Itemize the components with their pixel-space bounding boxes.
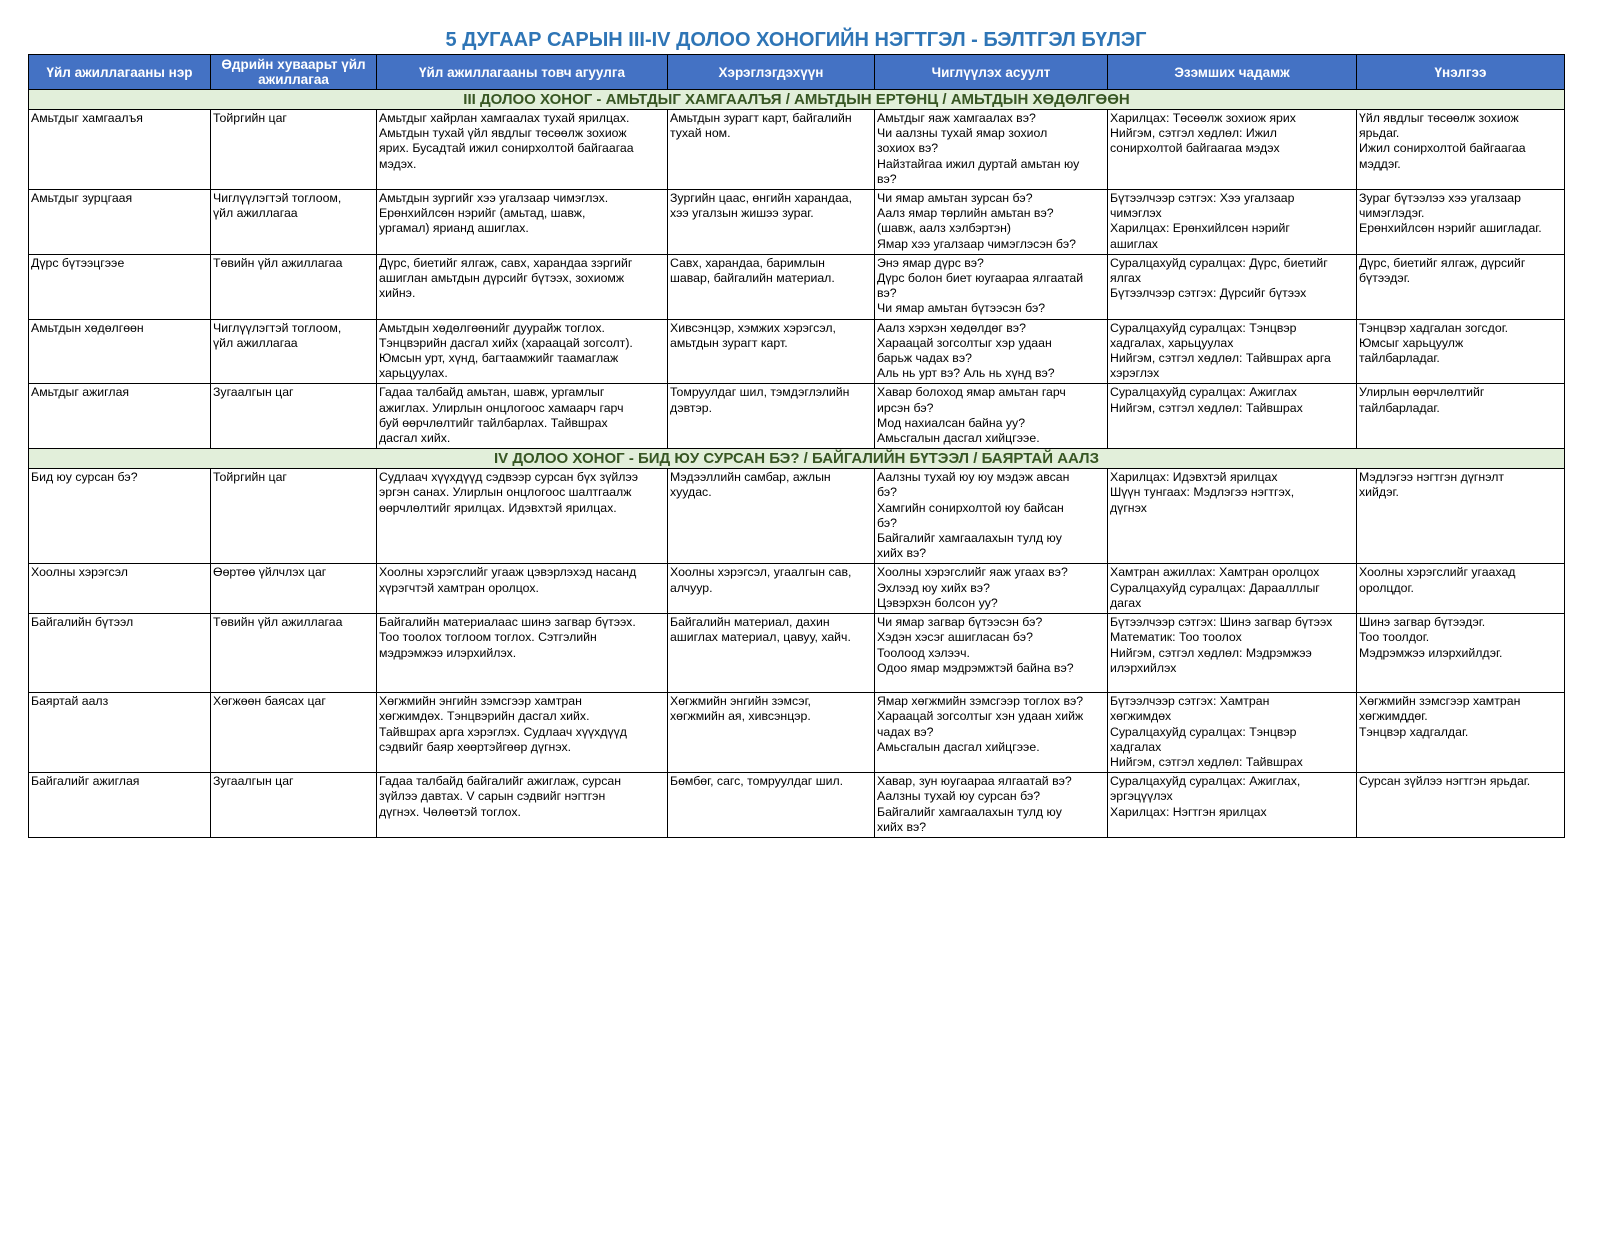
table-cell [875, 384, 1108, 449]
cell-line: Байгалийг ажиглая [31, 774, 140, 789]
cell-line: Амьтдын зурагт карт, байгалийн [670, 111, 852, 125]
column-header: Үнэлгээ [1357, 55, 1565, 90]
cell-line: Хөгжмийн энгийн зэмсгээр хамтран [379, 694, 582, 709]
table-cell [29, 469, 211, 564]
table-cell [211, 110, 377, 190]
cell-line: Чиглүүлэгтэй тоглоом, [213, 191, 342, 206]
table-cell [211, 190, 377, 255]
plan-body [29, 90, 1565, 838]
cell-line: алчуур. [670, 580, 713, 595]
cell-line: Бүтээлчээр сэтгэх: Хамтран [1110, 694, 1270, 709]
cell-line: Хоолны хэрэгслийг яаж угаах вэ? [877, 565, 1068, 580]
table-cell [1108, 319, 1357, 384]
cell-line: ажиглах. Улирлын онцлогоос хамаарч гарч [379, 400, 624, 415]
cell-line: Дүрс, биетийг ялгаж, дүрсийг [1359, 255, 1526, 270]
cell-line: ашиглах материал, цавуу, хайч. [670, 630, 851, 645]
cell-line: Тэнцвэр хадгалдаг. [1359, 724, 1469, 739]
cell-line: Аалз хэрхэн хөдөлдөг вэ? [877, 320, 1026, 335]
cell-line: Хавар, зун юугаараа ялгаатай вэ? [877, 774, 1072, 789]
cell-line: мэдрэмжээ илэрхийлэх. [379, 645, 517, 660]
cell-line: хадгалах [1110, 739, 1162, 754]
cell-line: Аалзны тухай юу сурсан бэ? [877, 789, 1041, 804]
table-cell [875, 693, 1108, 773]
cell-line: Гадаа талбайд байгалийг ажиглаж, сурсан [379, 774, 621, 789]
cell-line: Үйл явдлыг төсөөлж зохиож [1359, 111, 1519, 125]
cell-line: ашиглан амьтдын дүрсийг бүтээх, зохиомж [379, 271, 625, 286]
cell-line: Тойргийн цаг [213, 470, 287, 485]
table-cell [377, 319, 668, 384]
table-cell [1108, 614, 1357, 693]
cell-line: Хамгийн сонирхолтой юу байсан [877, 500, 1064, 515]
cell-line: Эхлээд юу хийх вэ? [877, 580, 990, 595]
table-cell [875, 564, 1108, 614]
cell-line: хөгжимддөг. [1359, 709, 1428, 724]
cell-line: Хавар болоход ямар амьтан гарч [877, 385, 1066, 400]
cell-line: Бүтээлчээр сэтгэх: Хээ угалзаар [1110, 191, 1295, 206]
cell-line: дэвтэр. [670, 400, 713, 415]
cell-line: Тэнцвэрийн дасгал хийх (хараацай зогсолт). [379, 335, 633, 350]
table-cell [29, 190, 211, 255]
cell-line: Гадаа талбайд амьтан, шавж, ургамлыг [379, 385, 605, 400]
cell-line: Төвийн үйл ажиллагаа [213, 255, 343, 270]
table-cell [29, 693, 211, 773]
cell-line: Чи ямар загвар бүтээсэн бэ? [877, 615, 1043, 630]
table-row [29, 773, 1565, 838]
table-cell [1357, 254, 1565, 319]
column-header: Чиглүүлэх асуулт [875, 55, 1108, 90]
cell-line: вэ? [877, 171, 897, 186]
table-cell [29, 254, 211, 319]
cell-line: Савх, харандаа, баримлын [670, 255, 825, 270]
table-cell [668, 319, 875, 384]
cell-line: Амьтдын хөдөлгөөн [31, 320, 144, 335]
cell-line: Тоо тоолдог. [1359, 630, 1430, 645]
cell-line: Суралцахуйд суралцах: Дараалллыг [1110, 580, 1320, 595]
cell-line: Цэвэрхэн болсон уу? [877, 595, 998, 610]
table-cell [377, 693, 668, 773]
cell-line: тайлбарладаг. [1359, 351, 1440, 366]
cell-line: Харилцах: Нэгтгэн ярилцах [1110, 804, 1267, 819]
table-cell [29, 773, 211, 838]
table-cell [377, 614, 668, 693]
table-cell [29, 614, 211, 693]
cell-line: хөгжимдөх [1110, 709, 1172, 724]
cell-line: (шавж, аалз хэлбэртэн) [877, 221, 1012, 236]
cell-line: дүгнэх [1110, 500, 1147, 515]
column-header: Үйл ажиллагааны нэр [29, 55, 211, 90]
cell-line: Хоолны хэрэгслийг угаахад [1359, 565, 1516, 580]
cell-line: ирсэн бэ? [877, 400, 934, 415]
table-cell [377, 469, 668, 564]
cell-line: Ерөнхийлсөн нэрийг ашигладаг. [1359, 221, 1542, 236]
cell-line: Харилцах: Төсөөлж зохиож ярих [1110, 111, 1296, 125]
week-heading: III ДОЛОО ХОНОГ - АМЬТДЫГ ХАМГААЛЪЯ / АМЬТДЫН ЕРТӨНЦ / АМЬТДЫН ХӨДӨЛГӨӨН [29, 90, 1565, 110]
cell-line: бэ? [877, 485, 898, 500]
table-cell [668, 773, 875, 838]
week-heading-row [29, 90, 1565, 110]
cell-line: Зургийн цаас, өнгийн харандаа, [670, 191, 853, 206]
cell-line: Амьтдыг хайрлан хамгаалах тухай ярилцах. [379, 111, 630, 125]
cell-line: Амьтдын зургийг хээ угалзаар чимэглэх. [379, 191, 609, 206]
cell-line: Чи аалзны тухай ямар зохиол [877, 126, 1048, 141]
cell-line: Аалз ямар төрлийн амьтан вэ? [877, 206, 1054, 221]
cell-line: Хоолны хэрэгсэл [31, 565, 128, 580]
cell-line: Ерөнхийлсөн нэрийг (амьтад, шавж, [379, 206, 586, 221]
cell-line: зохиох вэ? [877, 141, 939, 156]
cell-line: Амьтдыг яаж хамгаалах вэ? [877, 111, 1036, 125]
cell-line: Улирлын өөрчлөлтийг [1359, 385, 1485, 400]
cell-line: Математик: Тоо тоолох [1110, 630, 1242, 645]
cell-line: Хөгжөөн баясах цаг [213, 694, 326, 709]
cell-line: Амьтдын тухай үйл явдлыг төсөөлж зохиож [379, 126, 627, 141]
cell-line: барьж чадах вэ? [877, 351, 972, 366]
table-cell [1108, 773, 1357, 838]
cell-line: Ямар хөгжмийн зэмсгээр тоглох вэ? [877, 694, 1084, 709]
cell-line: ургамал) ярианд ашиглах. [379, 221, 529, 236]
table-cell [668, 384, 875, 449]
cell-line: Чиглүүлэгтэй тоглоом, [213, 320, 342, 335]
table-cell [29, 564, 211, 614]
cell-line: Амьсгалын дасгал хийцгээе. [877, 431, 1040, 446]
table-cell [211, 693, 377, 773]
cell-line: Байгалийг хамгаалахын тулд юу [877, 804, 1062, 819]
cell-line: Одоо ямар мэдрэмжтэй байна вэ? [877, 660, 1074, 675]
table-cell [1357, 110, 1565, 190]
table-cell [1108, 469, 1357, 564]
cell-line: Зураг бүтээлээ хээ угалзаар [1359, 191, 1521, 206]
cell-line: Зугаалгын цаг [213, 774, 294, 789]
cell-line: Бөмбөг, сагс, томруулдаг шил. [670, 774, 844, 789]
cell-line: Мэдрэмжээ илэрхийлдэг. [1359, 645, 1503, 660]
table-cell [1108, 190, 1357, 255]
cell-line: Амьтдыг зурцгаая [31, 191, 133, 206]
cell-line: Хэдэн хэсэг ашигласан бэ? [877, 630, 1033, 645]
cell-line: буй өөрчлөлтийг тайлбарлах. Тайвшрах [379, 415, 608, 430]
table-cell [875, 110, 1108, 190]
cell-line: Чи ямар амьтан бүтээсэн бэ? [877, 301, 1046, 316]
cell-line: Харилцах: Идэвхтэй ярилцах [1110, 470, 1278, 485]
cell-line: чадах вэ? [877, 724, 934, 739]
cell-line: Амьтдыг ажиглая [31, 385, 130, 400]
table-cell [668, 190, 875, 255]
table-row [29, 190, 1565, 255]
cell-line: Ижил сонирхолтой байгаагаа [1359, 141, 1526, 156]
cell-line: Суралцахуйд суралцах: Ажиглах [1110, 385, 1297, 400]
cell-line: шавар, байгалийн материал. [670, 271, 835, 286]
cell-line: Тоо тоолох тоглоом тоглох. Сэтгэлийн [379, 630, 597, 645]
cell-line: Нийгэм, сэтгэл хөдлөл: Тайвшрах [1110, 754, 1303, 769]
cell-line: Хоолны хэрэгсэл, угаалгын сав, [670, 565, 852, 580]
cell-line: эргэн санах. Улирлын онцлогоос шалтгаалж [379, 485, 632, 500]
table-cell [211, 773, 377, 838]
table-row [29, 254, 1565, 319]
cell-line: бэ? [877, 515, 898, 530]
cell-line: амьтдын зурагт карт. [670, 335, 788, 350]
cell-line: Найзтайгаа ижил дуртай амьтан юу [877, 156, 1080, 171]
cell-line: хийнэ. [379, 286, 416, 301]
table-cell [29, 319, 211, 384]
cell-line: Сурсан зүйлээ нэгтгэн ярьдаг. [1359, 774, 1531, 789]
cell-line: Тойргийн цаг [213, 111, 287, 125]
cell-line: вэ? [877, 286, 897, 301]
table-cell [211, 319, 377, 384]
cell-line: хөгжмийн ая, хивсэнцэр. [670, 709, 811, 724]
cell-line: Харилцах: Ерөнхийлсөн нэрийг [1110, 221, 1290, 236]
cell-line: Хамтран ажиллах: Хамтран оролцох [1110, 565, 1320, 580]
cell-line: Баяртай аалз [31, 694, 109, 709]
cell-line: Бид юу сурсан бэ? [31, 470, 138, 485]
week-heading: IV ДОЛОО ХОНОГ - БИД ЮУ СУРСАН БЭ? / БАЙГАЛИЙН БҮТЭЭЛ / БАЯРТАЙ ААЛЗ [29, 449, 1565, 469]
table-cell [1108, 384, 1357, 449]
cell-line: сонирхолтой байгаагаа мэдэх [1110, 141, 1280, 156]
cell-line: Суралцахуйд суралцах: Тэнцвэр [1110, 724, 1297, 739]
cell-line: Нийгэм, сэтгэл хөдлөл: Тайвшрах арга [1110, 351, 1331, 366]
cell-line: Амьтдыг хамгаалъя [31, 111, 143, 125]
cell-line: Өөртөө үйлчлэх цаг [213, 565, 327, 580]
table-cell [377, 190, 668, 255]
cell-line: дасгал хийх. [379, 431, 451, 446]
table-cell [211, 564, 377, 614]
cell-line: хэрэглэх [1110, 366, 1160, 381]
table-cell [668, 110, 875, 190]
cell-line: дүгнэх. Чөлөөтэй тоглох. [379, 804, 521, 819]
cell-line: Хивсэнцэр, хэмжих хэрэгсэл, [670, 320, 836, 335]
table-cell [1357, 564, 1565, 614]
table-row [29, 693, 1565, 773]
table-cell [211, 254, 377, 319]
cell-line: Хараацай зогсолтыг хэр удаан [877, 335, 1052, 350]
cell-line: тухай ном. [670, 126, 731, 141]
cell-line: Амьтдын хөдөлгөөнийг дуурайж тоглох. [379, 320, 605, 335]
cell-line: Тэнцвэр хадгалан зогсдог. [1359, 320, 1509, 335]
cell-line: Чи ямар амьтан зурсан бэ? [877, 191, 1033, 206]
table-cell [1357, 614, 1565, 693]
cell-line: Судлаач хүүхдүүд сэдвээр сурсан бүх зүйлээ [379, 470, 638, 485]
cell-line: Байгалийн бүтээл [31, 615, 134, 630]
table-row [29, 469, 1565, 564]
cell-line: Хөгжмийн зэмсгээр хамтран [1359, 694, 1521, 709]
cell-line: Шинэ загвар бүтээдэг. [1359, 615, 1486, 630]
cell-line: Хоолны хэрэгслийг угааж цэвэрлэхэд насанд [379, 565, 637, 580]
table-cell [377, 110, 668, 190]
table-row [29, 319, 1565, 384]
cell-line: Тоолоод хэлээч. [877, 645, 970, 660]
cell-line: бүтээдэг. [1359, 271, 1411, 286]
cell-line: зүйлээ давтах. V сарын сэдвийг нэгтгэн [379, 789, 606, 804]
table-cell [377, 773, 668, 838]
table-cell [875, 773, 1108, 838]
cell-line: Тайвшрах арга хэрэглэх. Судлаач хүүхдүүд [379, 724, 627, 739]
table-cell [875, 319, 1108, 384]
table-cell [377, 384, 668, 449]
cell-line: ашиглах [1110, 236, 1158, 251]
cell-line: Зугаалгын цаг [213, 385, 294, 400]
cell-line: ялгах [1110, 271, 1142, 286]
table-cell [875, 190, 1108, 255]
table-cell [377, 254, 668, 319]
table-cell [211, 614, 377, 693]
cell-line: хээ угалзын жишээ зураг. [670, 206, 814, 221]
cell-line: Мэдлэгээ нэгтгэн дүгнэлт [1359, 470, 1505, 485]
table-cell [668, 469, 875, 564]
table-row [29, 614, 1565, 693]
table-cell [1357, 773, 1565, 838]
table-cell [29, 384, 211, 449]
cell-line: ярих. Бусадтай ижил сонирхолтой байгаагаа [379, 141, 634, 156]
cell-line: Суралцахуйд суралцах: Ажиглах, [1110, 774, 1301, 789]
cell-line: чимэглэдэг. [1359, 206, 1425, 221]
cell-line: Нийгэм, сэтгэл хөдлөл: Тайвшрах [1110, 400, 1303, 415]
cell-line: тайлбарладаг. [1359, 400, 1440, 415]
cell-line: Амьсгалын дасгал хийцгээе. [877, 739, 1040, 754]
cell-line: Төвийн үйл ажиллагаа [213, 615, 343, 630]
table-cell [668, 614, 875, 693]
table-cell [211, 469, 377, 564]
cell-line: эргэцүүлэх [1110, 789, 1173, 804]
cell-line: Шүүн тунгаах: Мэдлэгээ нэгтгэх, [1110, 485, 1295, 500]
cell-line: Дүрс болон биет юугаараа ялгаатай [877, 271, 1084, 286]
cell-line: Юмсын урт, хүнд, багтаамжийг таамаглаж [379, 351, 619, 366]
header-row [29, 55, 1565, 90]
table-cell [211, 384, 377, 449]
cell-line: Энэ ямар дүрс вэ? [877, 255, 984, 270]
table-cell [875, 469, 1108, 564]
cell-line: хуудас. [670, 485, 712, 500]
table-cell [1108, 254, 1357, 319]
column-header: Эзэмших чадамж [1108, 55, 1357, 90]
table-cell [1108, 693, 1357, 773]
cell-line: үйл ажиллагаа [213, 206, 298, 221]
table-cell [1357, 469, 1565, 564]
cell-line: өөрчлөлтийг ярилцах. Идэвхтэй ярилцах. [379, 500, 617, 515]
column-header: Үйл ажиллагааны товч агуулга [377, 55, 668, 90]
cell-line: Юмсыг харьцуулж [1359, 335, 1464, 350]
table-row [29, 384, 1565, 449]
cell-line: Хөгжмийн энгийн зэмсэг, [670, 694, 811, 709]
cell-line: чимэглэх [1110, 206, 1162, 221]
cell-line: Нийгэм, сэтгэл хөдлөл: Ижил [1110, 126, 1277, 141]
cell-line: Суралцахуйд суралцах: Дүрс, биетийг [1110, 255, 1328, 270]
cell-line: Байгалийг хамгаалахын тулд юу [877, 531, 1062, 546]
cell-line: Ямар хээ угалзаар чимэглэсэн бэ? [877, 236, 1076, 251]
cell-line: Томруулдаг шил, тэмдэглэлийн [670, 385, 850, 400]
table-cell [1357, 384, 1565, 449]
table-cell [668, 254, 875, 319]
cell-line: Нийгэм, сэтгэл хөдлөл: Мэдрэмжээ [1110, 645, 1312, 660]
cell-line: хадгалах, харьцуулах [1110, 335, 1234, 350]
cell-line: илэрхийлэх [1110, 660, 1177, 675]
table-cell [875, 254, 1108, 319]
cell-line: Дүрс, биетийг ялгаж, савх, харандаа зэргийг [379, 255, 633, 270]
table-cell [1108, 564, 1357, 614]
cell-line: үйл ажиллагаа [213, 335, 298, 350]
plan-table [28, 54, 1565, 838]
column-header: Өдрийн хуваарьт үйл ажиллагаа [211, 55, 377, 90]
cell-line: хөгжимдөх. Тэнцвэрийн дасгал хийх. [379, 709, 590, 724]
cell-line: Байгалийн материал, дахин [670, 615, 830, 630]
cell-line: хүрэгчтэй хамтран оролцох. [379, 580, 539, 595]
table-row [29, 110, 1565, 190]
cell-line: Байгалийн материалаас шинэ загвар бүтээх. [379, 615, 636, 630]
cell-line: сэдвийг баяр хөөртэйгөөр дүгнэх. [379, 739, 572, 754]
cell-line: Мэдээллийн самбар, ажлын [670, 470, 831, 485]
cell-line: Бүтээлчээр сэтгэх: Шинэ загвар бүтээх [1110, 615, 1333, 630]
table-cell [1108, 110, 1357, 190]
cell-line: ярьдаг. [1359, 126, 1400, 141]
cell-line: Хараацай зогсолтыг хэн удаан хийж [877, 709, 1084, 724]
table-cell [29, 110, 211, 190]
table-cell [875, 614, 1108, 693]
table-cell [377, 564, 668, 614]
cell-line: Аалзны тухай юу юу мэдэж авсан [877, 470, 1070, 485]
cell-line: Бүтээлчээр сэтгэх: Дүрсийг бүтээх [1110, 286, 1307, 301]
cell-line: дагах [1110, 595, 1142, 610]
document-title: 5 ДУГААР САРЫН III-IV ДОЛОО ХОНОГИЙН НЭГТГЭЛ - БЭЛТГЭЛ БҮЛЭГ [445, 29, 1147, 51]
cell-line: мэддэг. [1359, 156, 1401, 171]
cell-line: хийх вэ? [877, 546, 927, 561]
column-header: Хэрэглэгдэхүүн [668, 55, 875, 90]
cell-line: Аль нь урт вэ? Аль нь хүнд вэ? [877, 366, 1055, 381]
cell-line: хийдэг. [1359, 485, 1399, 500]
cell-line: оролцдог. [1359, 580, 1414, 595]
cell-line: Мод нахиалсан байна уу? [877, 415, 1026, 430]
table-cell [1357, 693, 1565, 773]
table-cell [668, 564, 875, 614]
table-cell [668, 693, 875, 773]
cell-line: мэдэх. [379, 156, 417, 171]
cell-line: хийх вэ? [877, 819, 927, 834]
table-cell [1357, 190, 1565, 255]
cell-line: харьцуулах. [379, 366, 448, 381]
table-cell [1357, 319, 1565, 384]
table-row [29, 564, 1565, 614]
week-heading-row [29, 449, 1565, 469]
cell-line: Дүрс бүтээцгээе [31, 255, 125, 270]
cell-line: Суралцахуйд суралцах: Тэнцвэр [1110, 320, 1297, 335]
document-sheet [28, 26, 1564, 838]
